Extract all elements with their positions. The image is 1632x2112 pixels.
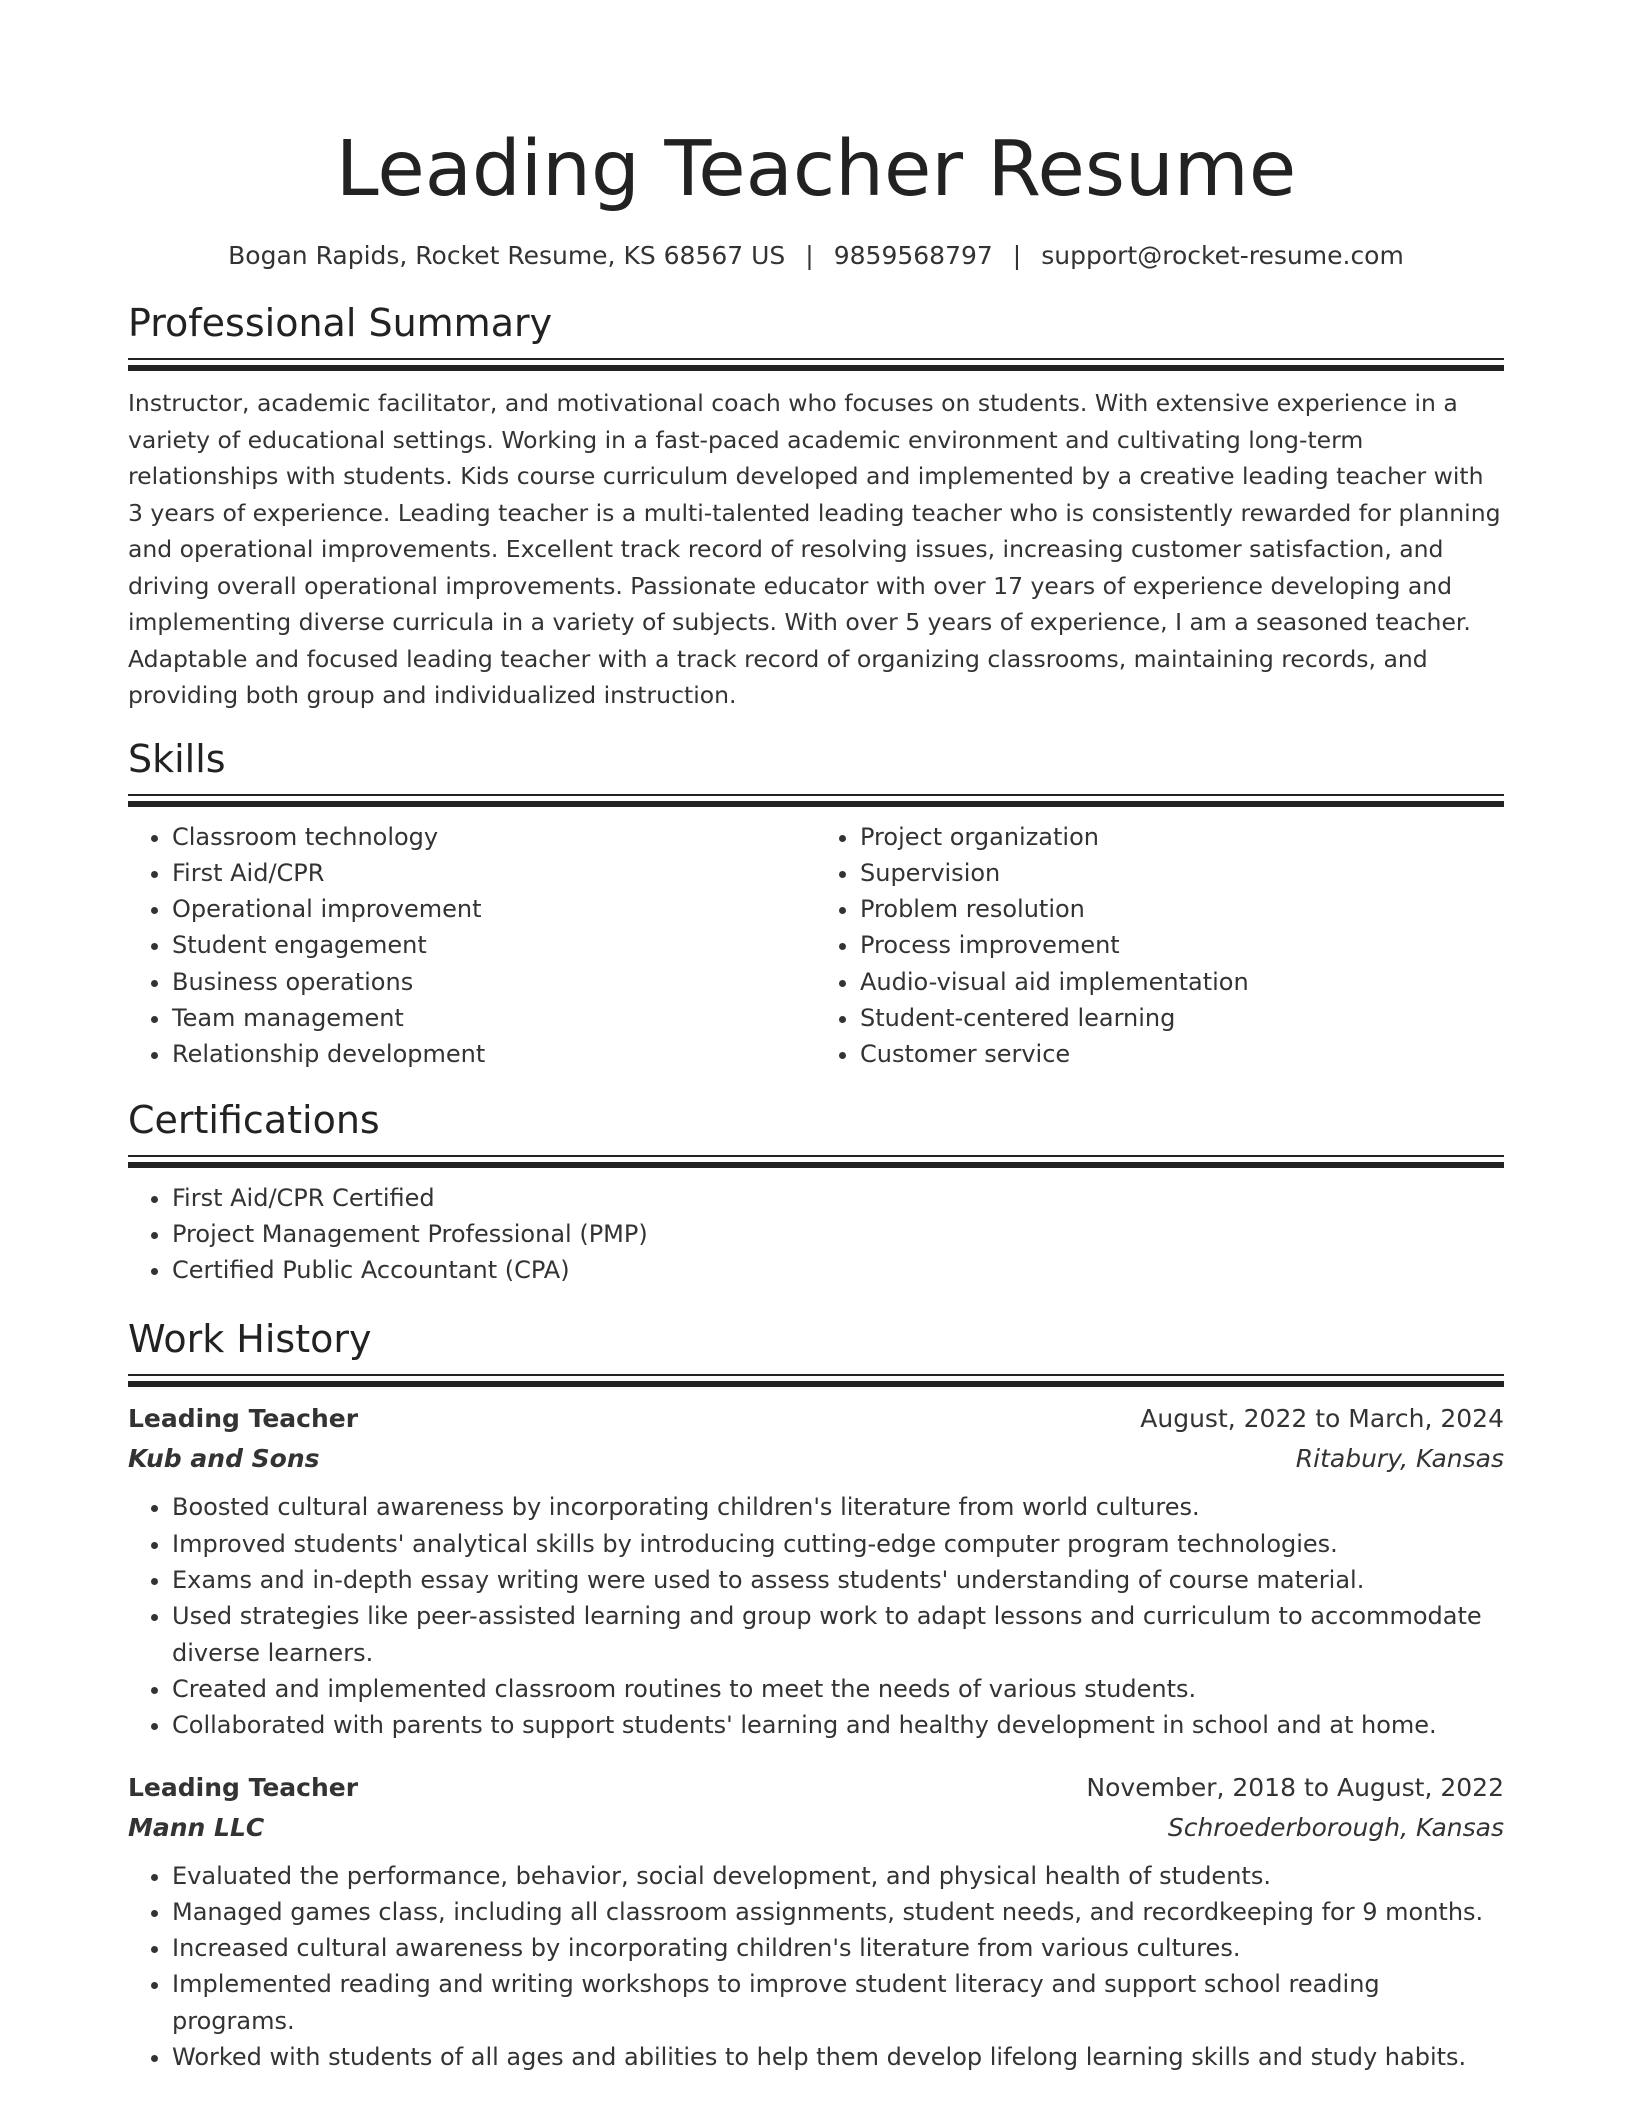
job-bullet: • Boosted cultural awareness by incorporating children's literature from world cultures. [172, 1489, 1504, 1525]
skill-item: • Student-centered learning [860, 1000, 1504, 1036]
section-divider [128, 358, 1504, 371]
section-divider [128, 1155, 1504, 1168]
job-bullet: • Implemented reading and writing workshops to improve student literacy and support school reading programs. [172, 1966, 1504, 2039]
work-history-heading: Work History [128, 1317, 372, 1362]
job-bullet: • Created and implemented classroom routines to meet the needs of various students. [172, 1671, 1504, 1707]
skill-item: • Project organization [860, 819, 1504, 855]
skill-item: • First Aid/CPR [172, 855, 816, 891]
job-dates: August, 2022 to March, 2024 [1140, 1404, 1504, 1434]
contact-line [128, 238, 1504, 274]
certifications-heading: Certifications [128, 1097, 380, 1142]
skills-heading: Skills [128, 736, 226, 781]
skill-item: • Operational improvement [172, 891, 816, 927]
certifications-section [128, 1095, 1504, 1289]
job-company-row [128, 1439, 1504, 1479]
summary-heading: Professional Summary [128, 301, 553, 345]
job-bullets [128, 1489, 1504, 1743]
skill-item: • Audio-visual aid implementation [860, 964, 1504, 1000]
skill-item: • Problem resolution [860, 891, 1504, 927]
job-bullets [128, 1858, 1504, 2076]
work-history-section [128, 1314, 1504, 2075]
skill-item: • Process improvement [860, 927, 1504, 963]
job-bullet: • Improved students' analytical skills by introducing cutting-edge computer program technologies. [172, 1526, 1504, 1562]
skill-item: • Student engagement [172, 927, 816, 963]
contact-phone: 9859568797 [833, 241, 993, 270]
skill-item: • Team management [172, 1000, 816, 1036]
skill-item: • Customer service [860, 1036, 1504, 1072]
contact-separator: | [805, 241, 814, 270]
skills-list-left [128, 819, 816, 1073]
certification-item: • Project Management Professional (PMP) [172, 1216, 1504, 1252]
job-header-row [128, 1768, 1504, 1808]
resume-page [128, 118, 1504, 2075]
contact-separator: | [1012, 241, 1022, 270]
job-location: Ritabury, Kansas [1295, 1444, 1504, 1474]
certifications-list [128, 1180, 1504, 1289]
job-bullet: • Used strategies like peer-assisted learning and group work to adapt lessons and curriculum to accommodate diverse learners. [172, 1598, 1504, 1671]
skill-item: • Business operations [172, 964, 816, 1000]
job-company: Mann LLC [128, 1812, 265, 1842]
job-header-row [128, 1399, 1504, 1439]
summary-section [128, 298, 1504, 714]
job-bullet: • Managed games class, including all classroom assignments, student needs, and recordkeeping for 9 months. [172, 1894, 1504, 1930]
skill-item: • Supervision [860, 855, 1504, 891]
certification-item: • Certified Public Accountant (CPA) [172, 1252, 1504, 1288]
resume-title: Leading Teacher Resume [335, 125, 1297, 214]
job-bullet: • Evaluated the performance, behavior, social development, and physical health of students. [172, 1858, 1504, 1894]
skills-columns [128, 819, 1504, 1073]
skill-item: • Relationship development [172, 1036, 816, 1072]
job-company: Kub and Sons [128, 1444, 320, 1474]
summary-text: Instructor, academic facilitator, and motivational coach who focuses on students. With extensive experience in a variety of educational settings. Working in a fast-paced academic environment and cultivating long-term relationships with students. Kids course curriculum developed and implemented by a creative leading teacher with 3 years of experience. Leading teacher is a multi-talented leading teacher who is consistently rewarded for planning and operational improvements. Excellent track record of resolving issues, increasing customer satisfaction, and driving overall operational improvements. Passionate educator with over 17 years of experience developing and implementing diverse curricula in a variety of subjects. With over 5 years of experience, I am a seasoned teacher. Adaptable and focused leading teacher with a track record of organizing classrooms, maintaining records, and providing both group and individualized instruction. [128, 389, 1501, 709]
section-divider [128, 1374, 1504, 1387]
job-bullet: • Worked with students of all ages and abilities to help them develop lifelong learning skills and study habits. [172, 2039, 1504, 2075]
job-company-row [128, 1808, 1504, 1848]
certification-item: • First Aid/CPR Certified [172, 1180, 1504, 1216]
skills-section [128, 734, 1504, 1073]
job-title: Leading Teacher [128, 1404, 359, 1434]
job-bullet: • Exams and in-depth essay writing were used to assess students' understanding of course material. [172, 1562, 1504, 1598]
job-dates: November, 2018 to August, 2022 [1086, 1772, 1504, 1802]
skill-item: • Classroom technology [172, 819, 816, 855]
job-title: Leading Teacher [128, 1772, 359, 1802]
job-location: Schroederborough, Kansas [1167, 1812, 1504, 1842]
job-entry [128, 1399, 1504, 1743]
job-bullet: • Increased cultural awareness by incorporating children's literature from various cultures. [172, 1930, 1504, 1966]
job-bullet: • Collaborated with parents to support students' learning and healthy development in school and at home. [172, 1707, 1504, 1743]
skills-list-right [816, 819, 1504, 1073]
contact-location: Bogan Rapids, Rocket Resume, KS 68567 US [228, 241, 786, 270]
contact-email: support@rocket-resume.com [1041, 241, 1404, 270]
section-divider [128, 794, 1504, 807]
job-entry [128, 1768, 1504, 2076]
